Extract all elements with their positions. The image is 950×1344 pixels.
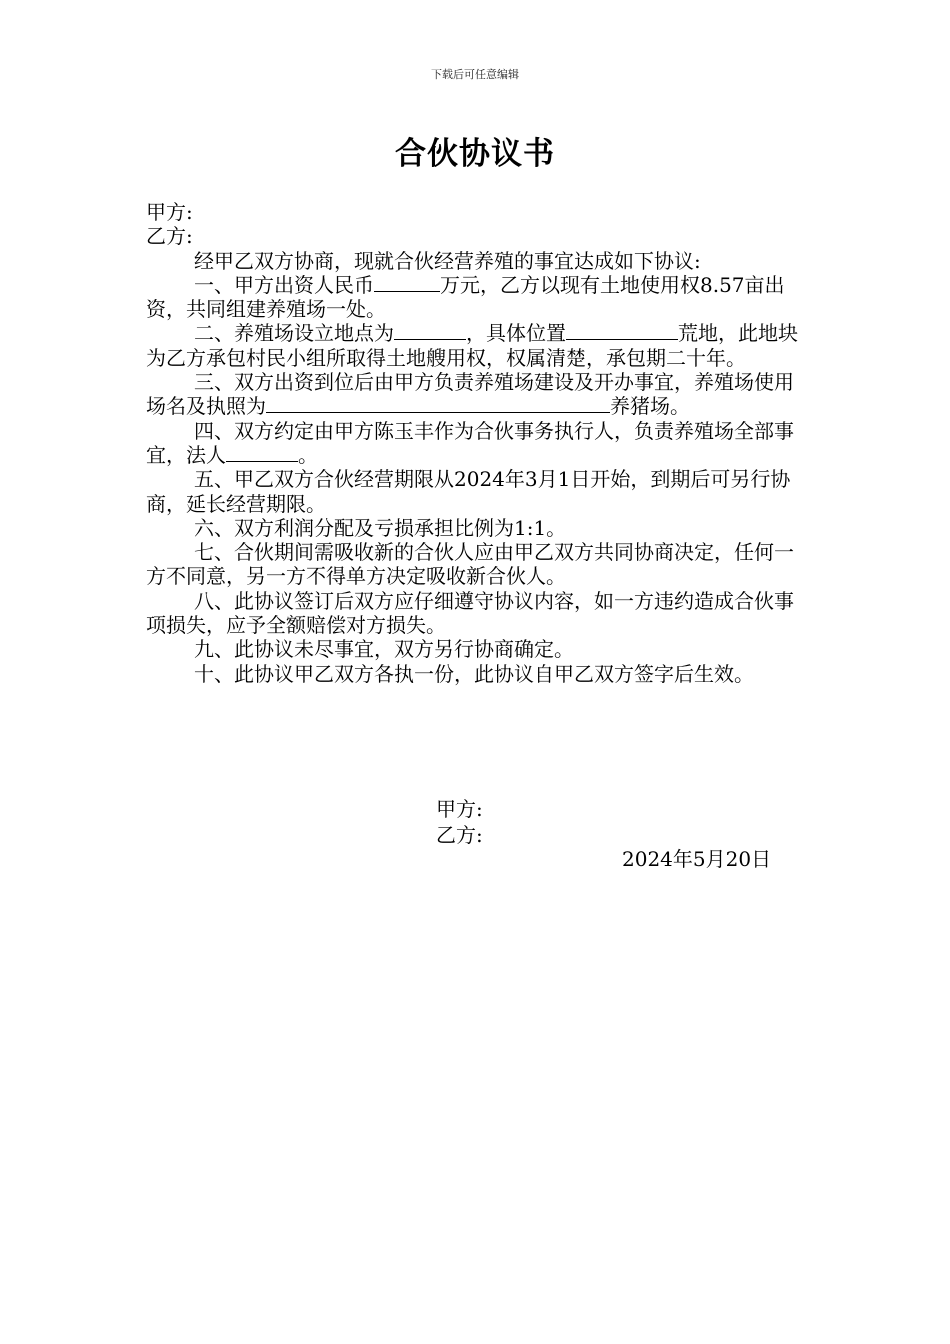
clause-2-text-a: 二、养殖场设立地点为 [194, 321, 394, 346]
clause-2-text-b: ，具体位置 [466, 321, 566, 346]
clause-5: 五、甲乙双方合伙经营期限从2024年3月1日开始，到期后可另行协商，延长经营期限。 [146, 467, 791, 516]
clause-1-text-b: 万元，乙方以现有土地使用权8.57亩出资，共同组建养殖场一处。 [146, 272, 785, 322]
document-body [146, 200, 806, 686]
clause-4-text-a: 四、双方约定由甲方陈玉丰作为合伙事务执行人，负责养殖场全部事宜，法人 [146, 418, 794, 467]
signing-date: 2024年5月20日 [622, 847, 772, 871]
signature-party-a: 甲方: [436, 797, 483, 821]
farm-location-blank[interactable] [394, 321, 466, 340]
clause-4-text-b: 。 [298, 442, 318, 467]
clause-7: 七、合伙期间需吸收新的合伙人应由甲乙双方共同协商决定，任何一方不同意，另一方不得单方决定吸收新合伙人。 [146, 540, 794, 589]
party-a-label: 甲方: [146, 200, 193, 224]
clause-2-text-c: 荒地，此地块为乙方承包村民小组所取得土地艘用权，权属清楚，承包期二十年。 [146, 321, 798, 370]
document-title: 合伙协议书 [395, 136, 555, 172]
clause-10: 十、此协议甲乙双方各执一份，此协议自甲乙双方签字后生效。 [194, 661, 754, 686]
clause-3-text-b: 养猪场。 [610, 394, 690, 419]
party-b-label: 乙方: [146, 224, 193, 249]
clause-9: 九、此协议未尽事宜，双方另行协商确定。 [194, 637, 574, 662]
clause-2 [146, 321, 806, 370]
intro-paragraph: 经甲乙双方协商，现就合伙经营养殖的事宜达成如下协议: [194, 248, 701, 273]
clause-6: 六、双方利润分配及亏损承担比例为1:1。 [194, 515, 567, 540]
page-header-note: 下载后可任意编辑 [431, 68, 519, 81]
farm-name-license-blank[interactable] [266, 394, 610, 413]
clause-1 [146, 273, 806, 322]
clause-3-text-a: 三、双方出资到位后由甲方负责养殖场建设及开办事宜，养殖场使用场名及执照为 [146, 370, 794, 419]
signature-block [436, 796, 483, 848]
clause-1-text-a: 一、甲方出资人民币 [194, 272, 374, 297]
specific-position-blank[interactable] [566, 321, 678, 340]
signature-party-b: 乙方: [436, 823, 483, 847]
clause-4 [146, 419, 806, 468]
clause-3 [146, 370, 806, 419]
legal-person-blank[interactable] [226, 443, 298, 462]
clause-8: 八、此协议签订后双方应仔细遵守协议内容，如一方违约造成合伙事项损失，应予全额赔偿对方损失。 [146, 588, 794, 638]
investment-amount-blank[interactable] [374, 273, 440, 292]
